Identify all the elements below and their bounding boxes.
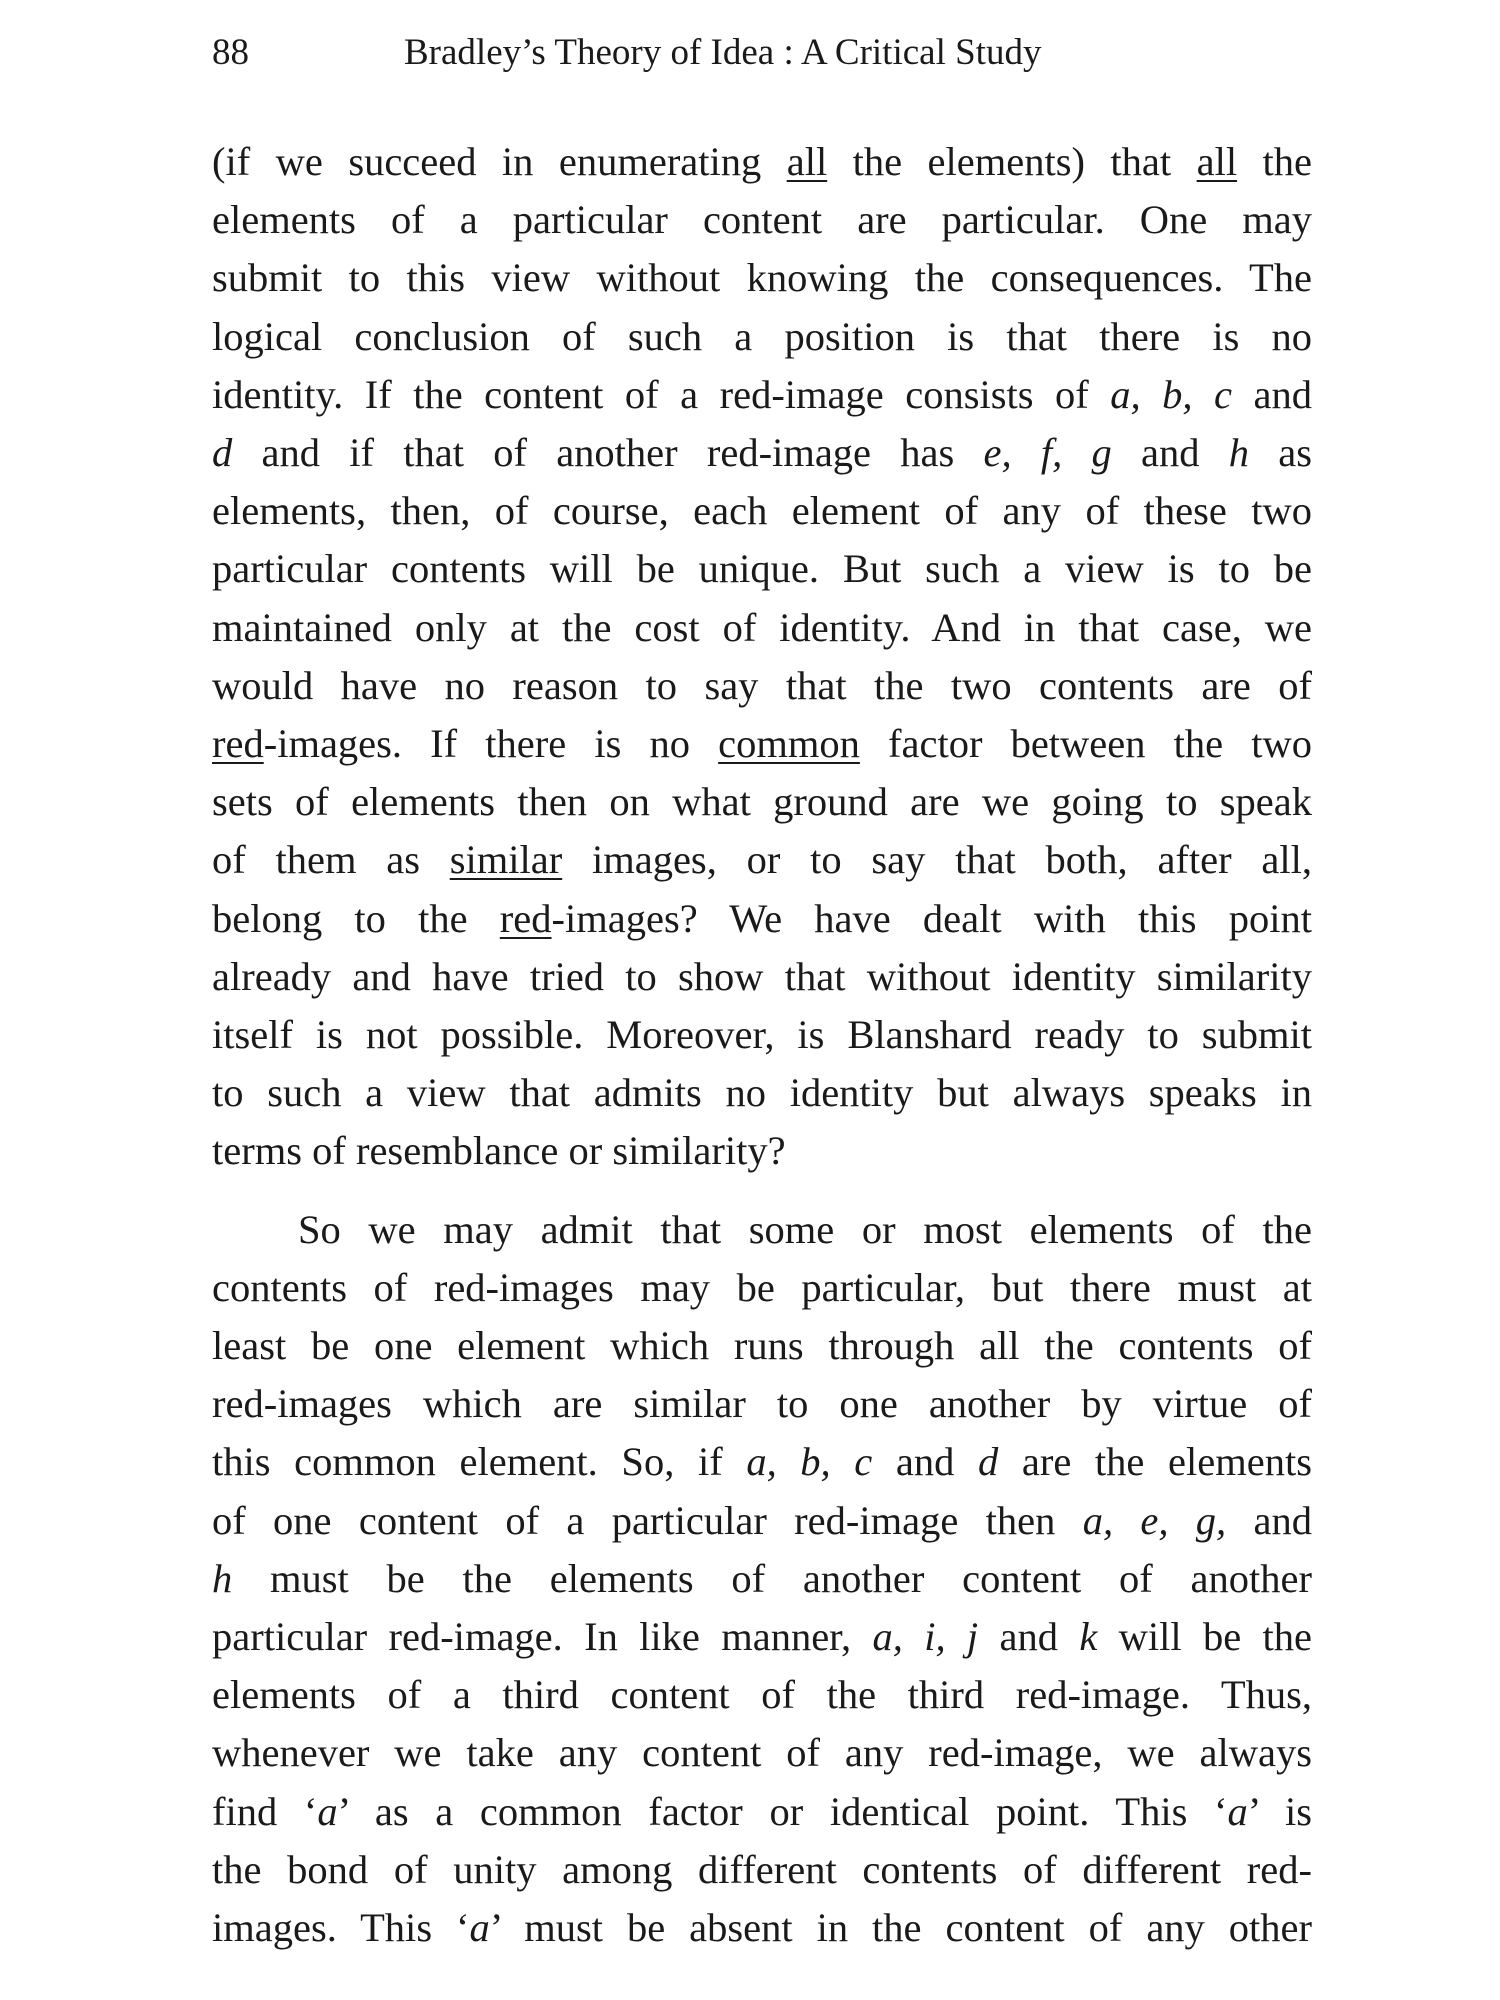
text-line: terms of resemblance or similarity?: [212, 1128, 786, 1174]
text-line: So we may admit that some or most elements of the: [298, 1206, 1312, 1252]
italic-variable: a: [317, 1788, 338, 1834]
text-line: d and if that of another red-image has e, f, g and h as: [212, 430, 1312, 476]
page-number: 88: [212, 32, 249, 73]
underlined-word: all: [1196, 139, 1238, 184]
text-line: find ‘a’ as a common factor or identical point. This ‘a’ is: [212, 1788, 1312, 1834]
italic-variable: a: [469, 1905, 490, 1951]
text-line: would have no reason to say that the two contents are of: [212, 662, 1312, 708]
text-line: sets of elements then on what ground are we going to speak: [212, 779, 1312, 825]
underlined-word: red: [212, 721, 264, 767]
text-line: red-images. If there is no common factor between the two: [212, 721, 1312, 767]
text-line: the bond of unity among different contents of different red-: [212, 1846, 1312, 1892]
text-line: red-images which are similar to one another by virtue of: [212, 1381, 1312, 1427]
text-line: elements, then, of course, each element of any of these two: [212, 488, 1312, 534]
text-line: elements of a third content of the third red-image. Thus,: [212, 1672, 1312, 1718]
text-line: least be one element which runs through all the contents of: [212, 1323, 1312, 1369]
text-line: identity. If the content of a red-image consists of a, b, c and: [212, 371, 1312, 417]
italic-variable: k: [1079, 1614, 1098, 1660]
text-line: of them as similar images, or to say that both, after all,: [212, 837, 1312, 883]
text-line: submit to this view without knowing the consequences. The: [212, 255, 1312, 301]
text-line: of one content of a particular red-image then a, e, g, and: [212, 1497, 1312, 1543]
underlined-word: red: [499, 895, 552, 941]
italic-variable: h: [212, 1555, 233, 1601]
paragraph-1: [212, 133, 1312, 1181]
italic-variable: a: [1227, 1788, 1248, 1834]
italic-variable: h: [1228, 430, 1249, 476]
text-line: this common element. So, if a, b, c and d are the elements: [212, 1439, 1312, 1485]
text-line: particular contents will be unique. But such a view is to be: [212, 546, 1312, 592]
text-line: itself is not possible. Moreover, is Blanshard ready to submit: [212, 1012, 1312, 1058]
underlined-word: similar: [449, 837, 563, 883]
text-line: elements of a particular content are particular. One may: [212, 197, 1312, 243]
book-title: Bradley’s Theory of Idea : A Critical Study: [404, 32, 1042, 73]
text-line: already and have tried to show that without identity similarity: [212, 953, 1312, 999]
text-line: whenever we take any content of any red-image, we always: [212, 1730, 1312, 1776]
underlined-word: common: [718, 721, 860, 767]
underlined-word: all: [786, 139, 828, 184]
running-head: [212, 28, 1312, 78]
text-line: (if we succeed in enumerating all the elements) that all the: [212, 139, 1312, 184]
italic-variable: d: [212, 430, 233, 476]
text-line: contents of red-images may be particular, but there must at: [212, 1264, 1312, 1310]
paragraph-2: [212, 1201, 1312, 1958]
text-line: images. This ‘a’ must be absent in the content of any other: [212, 1905, 1312, 1951]
italic-variable: a, b, c: [1110, 371, 1233, 417]
italic-variable: a, e, g,: [1082, 1497, 1227, 1543]
text-line: maintained only at the cost of identity. And in that case, we: [212, 604, 1312, 650]
italic-variable: d: [978, 1439, 999, 1485]
text-line: logical conclusion of such a position is that there is no: [212, 313, 1312, 359]
text-line: particular red-image. In like manner, a, i, j and k will be the: [212, 1614, 1312, 1660]
body-text: [212, 133, 1312, 1957]
text-line: to such a view that admits no identity but always speaks in: [212, 1070, 1312, 1116]
italic-variable: a, b, c: [746, 1439, 873, 1485]
text-line: h must be the elements of another content of another: [212, 1555, 1312, 1601]
italic-variable: e, f, g: [983, 430, 1112, 476]
text-line: belong to the red-images? We have dealt with this point: [212, 895, 1312, 941]
italic-variable: a, i, j: [872, 1614, 979, 1660]
